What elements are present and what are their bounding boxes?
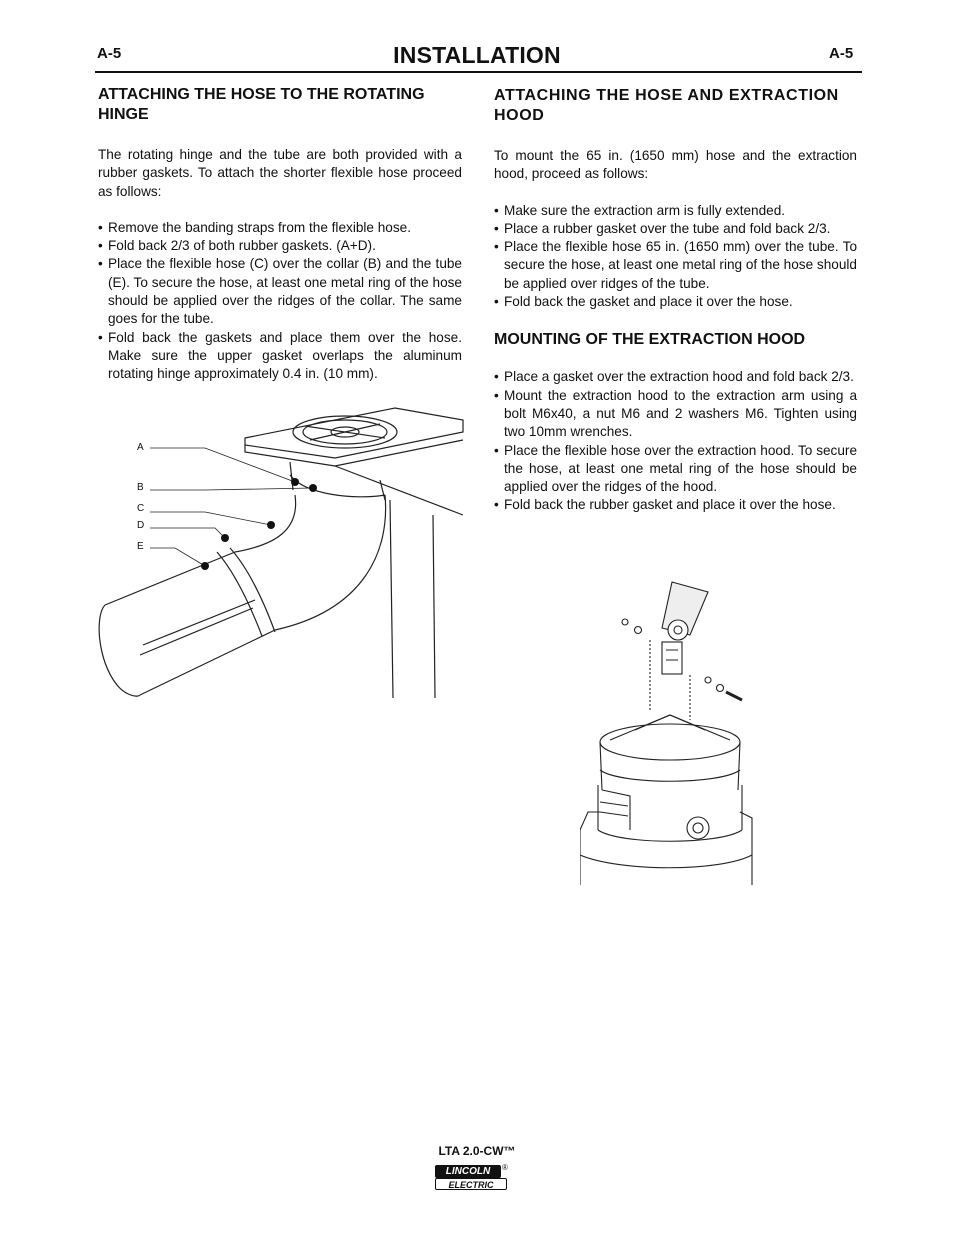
list-item: • Remove the banding straps from the flexible hose. bbox=[98, 219, 462, 237]
instruction-list bbox=[98, 219, 462, 384]
bullet-glyph: • bbox=[98, 238, 103, 254]
bullet-glyph: • bbox=[494, 294, 499, 310]
left-column bbox=[98, 85, 462, 384]
header-rule bbox=[95, 71, 862, 73]
list-item: • Mount the extraction hood to the extraction arm using a bolt M6x40, a nut M6 and 2 washers M6. Tighten using two 10mm wrenches. bbox=[494, 387, 857, 440]
right-column bbox=[494, 86, 857, 515]
list-item: • Place the flexible hose (C) over the collar (B) and the tube (E). To secure the hose, at least one metal ring of the hose should be applied over the ridges of the collar. The same goes for the tube. bbox=[98, 256, 462, 327]
bullet-glyph: • bbox=[494, 239, 499, 255]
model-name: LTA 2.0-CW™ bbox=[438, 1144, 516, 1158]
list-item: • Fold back the rubber gasket and place it over the hose. bbox=[494, 496, 857, 514]
logo-bottom-bar: ELECTRIC bbox=[435, 1178, 507, 1190]
bullet-glyph: • bbox=[494, 442, 499, 458]
figure-label-d: D bbox=[137, 520, 145, 531]
section-heading-mounting-hood: MOUNTING OF THE EXTRACTION HOOD bbox=[494, 331, 806, 349]
section-heading-rotating-hinge: ATTACHING THE HOSE TO THE ROTATING HINGE bbox=[98, 86, 425, 123]
instruction-list bbox=[494, 368, 857, 514]
bullet-glyph: • bbox=[98, 256, 103, 272]
extraction-hood-figure bbox=[580, 580, 760, 885]
list-item: • Make sure the extraction arm is fully extended. bbox=[494, 202, 857, 220]
intro-paragraph: To mount the 65 in. (1650 mm) hose and the extraction hood, proceed as follows: bbox=[494, 148, 857, 182]
intro-paragraph: The rotating hinge and the tube are both provided with a rubber gaskets. To attach the shorter flexible hose proceed as follows: bbox=[98, 147, 462, 199]
bullet-glyph: • bbox=[494, 497, 499, 513]
list-item: • Fold back 2/3 of both rubber gaskets. (A+D). bbox=[98, 237, 462, 255]
figure-label-a: A bbox=[137, 442, 144, 453]
lincoln-electric-logo bbox=[435, 1165, 511, 1191]
figure-label-b: B bbox=[137, 482, 144, 493]
section-heading-extraction-hood: ATTACHING THE HOSE AND EXTRACTION HOOD bbox=[494, 87, 839, 124]
bullet-glyph: • bbox=[98, 219, 103, 235]
bullet-glyph: • bbox=[494, 202, 499, 218]
figure-label-e: E bbox=[137, 541, 144, 552]
bullet-glyph: • bbox=[98, 329, 103, 345]
page-title: INSTALLATION bbox=[393, 42, 561, 68]
bullet-glyph: • bbox=[494, 369, 499, 385]
list-item: • Fold back the gasket and place it over the hose. bbox=[494, 293, 857, 311]
figure-label-c: C bbox=[137, 503, 145, 514]
bullet-glyph: • bbox=[494, 387, 499, 403]
registered-mark: ® bbox=[502, 1163, 508, 1172]
logo-top-bar: LINCOLN bbox=[435, 1165, 501, 1178]
page-number-left: A-5 bbox=[97, 45, 122, 62]
list-item: • Place the flexible hose 65 in. (1650 mm) over the tube. To secure the hose, at least one metal ring of the hose should be applied over ridges of the tube. bbox=[494, 239, 857, 291]
list-item: • Fold back the gaskets and place them over the hose. Make sure the upper gasket overlaps the aluminum rotating hinge approximately 0.4 in. (10 mm). bbox=[98, 329, 462, 382]
list-item: • Place the flexible hose over the extraction hood. To secure the hose, at least one metal ring of the hose should be applied over the ridges of the hood. bbox=[494, 442, 857, 495]
list-item: • Place a gasket over the extraction hood and fold back 2/3. bbox=[494, 368, 857, 386]
bullet-glyph: • bbox=[494, 220, 499, 236]
instruction-list bbox=[494, 202, 857, 312]
rotating-hinge-figure bbox=[95, 400, 465, 700]
list-item: • Place a rubber gasket over the tube and fold back 2/3. bbox=[494, 220, 857, 238]
page-number-right: A-5 bbox=[829, 45, 854, 62]
